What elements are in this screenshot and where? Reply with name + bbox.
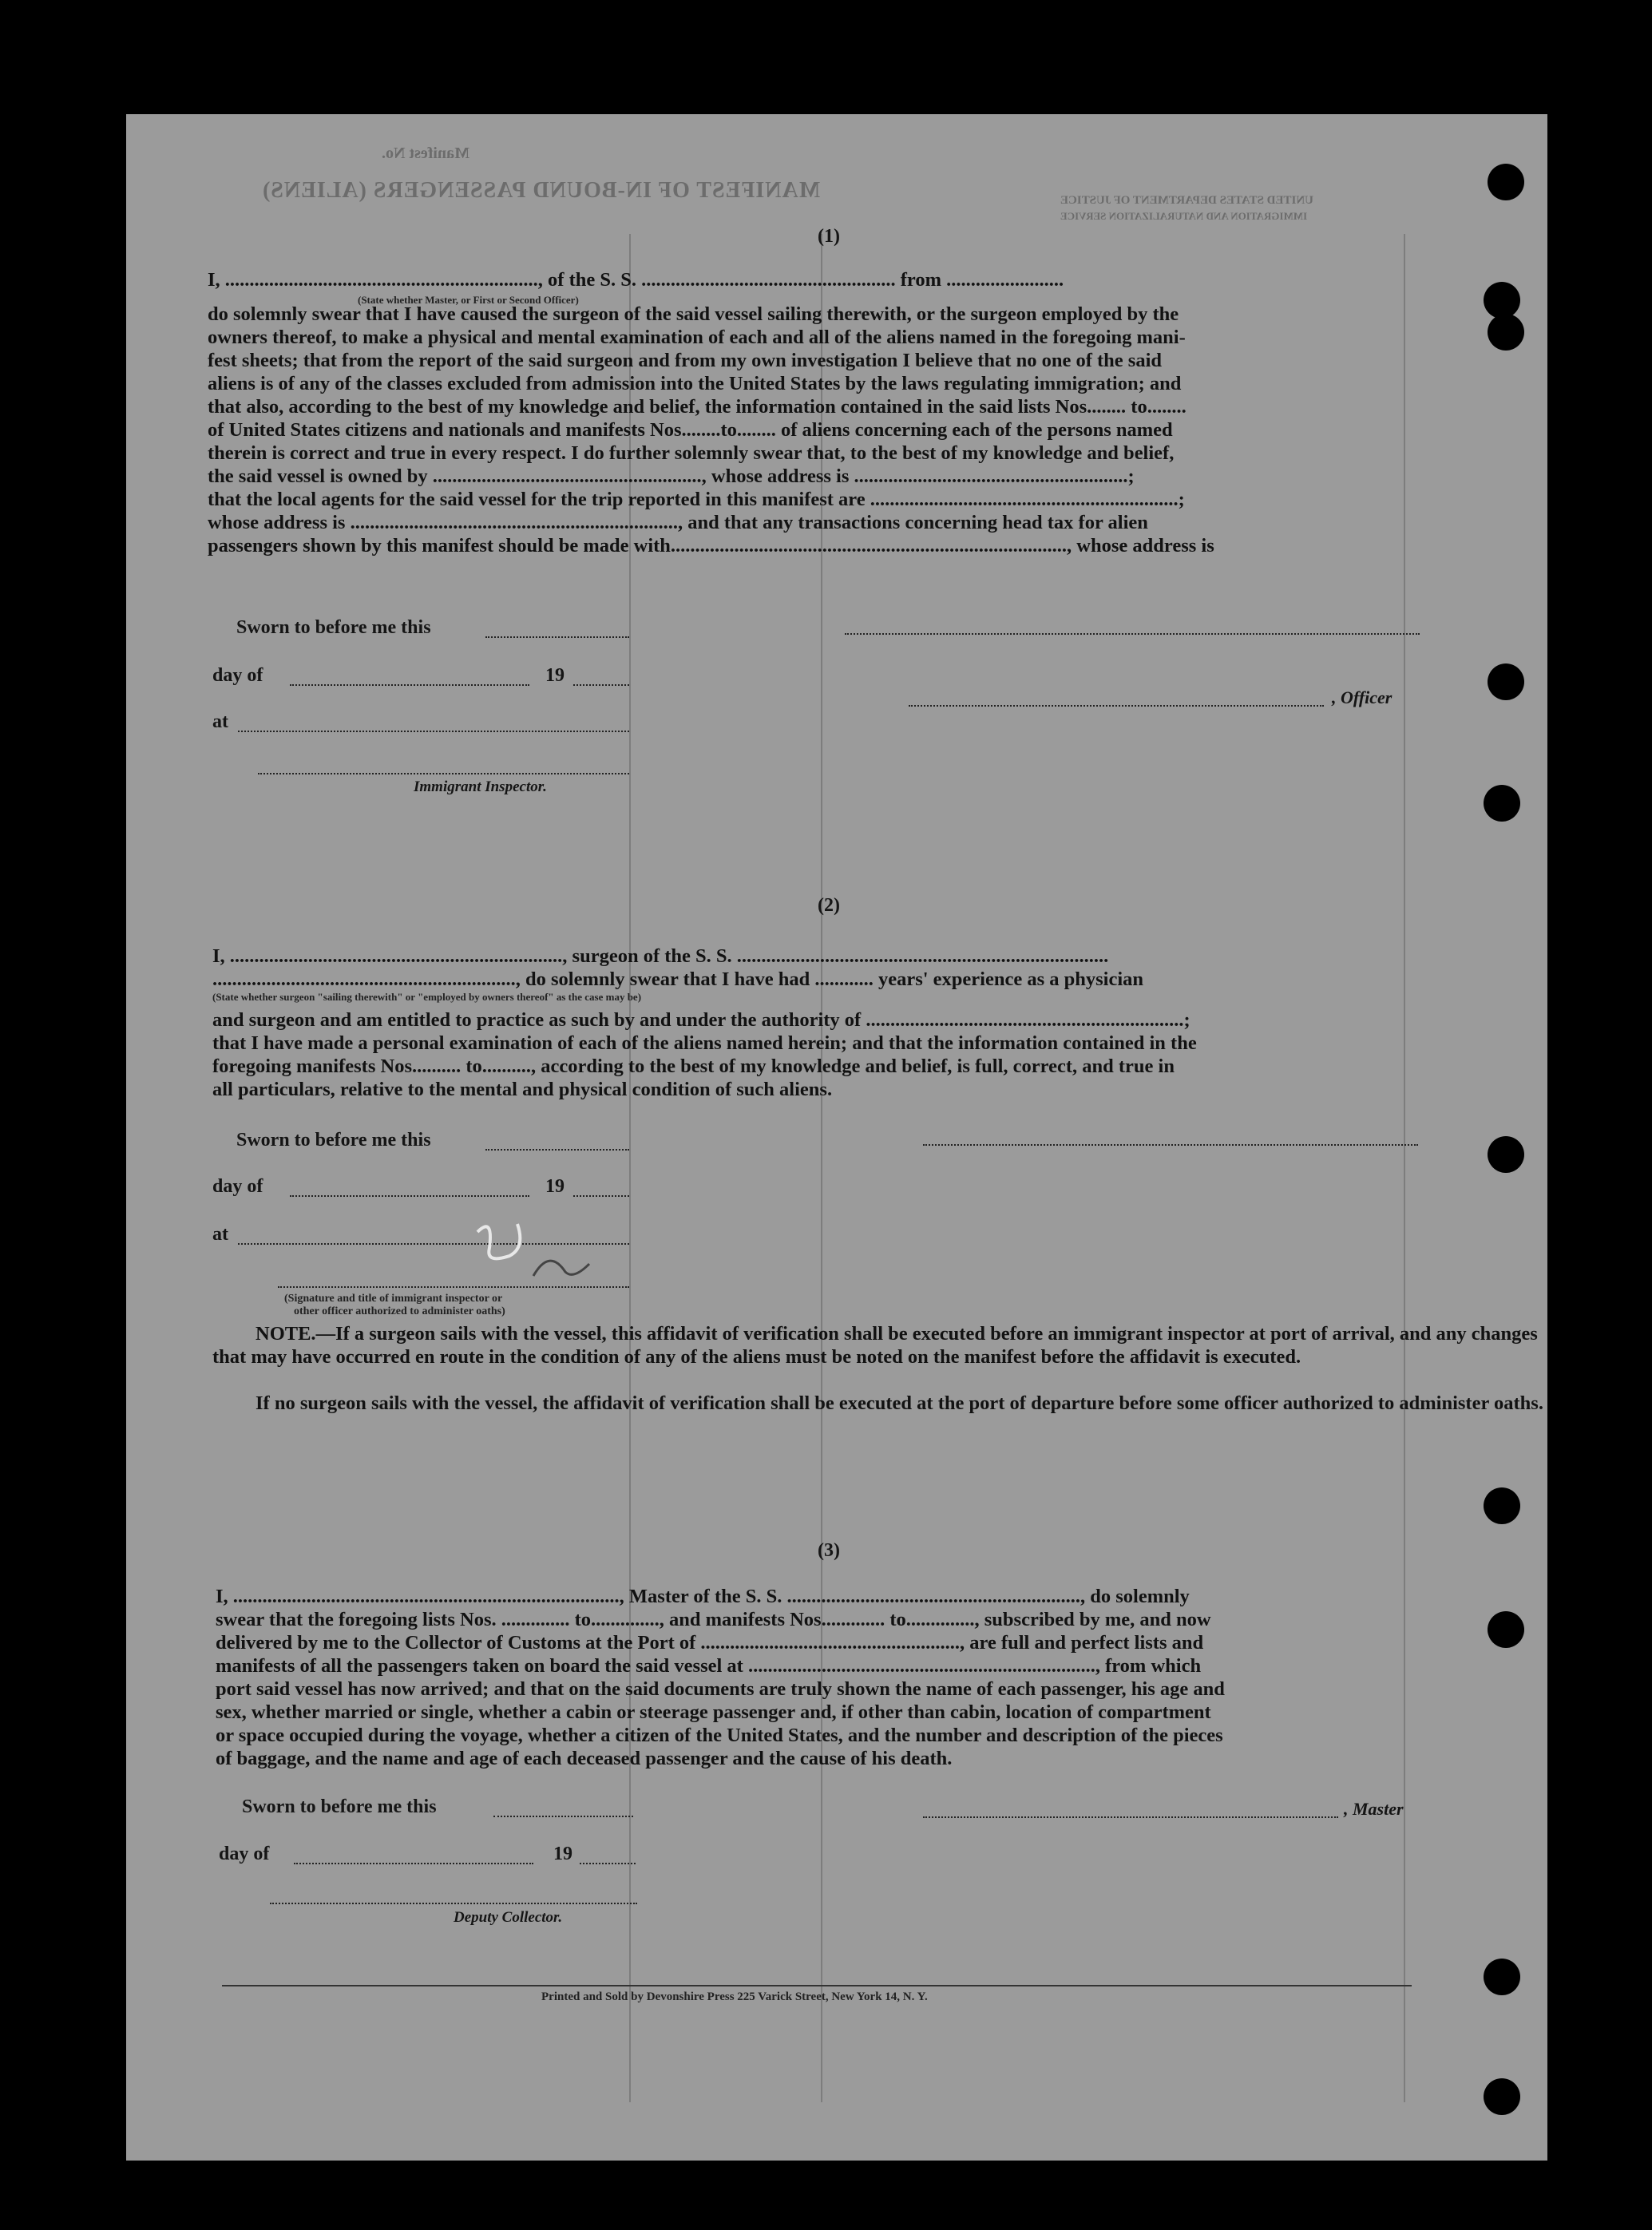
sworn-label-3: Sworn to before me this <box>242 1796 437 1817</box>
note-paragraph <box>212 1322 1547 1368</box>
para-line: whose address is ..................................................................., and that any transactions concerning head tax for alien <box>208 512 1148 533</box>
day-of-label-3: day of <box>219 1844 270 1864</box>
day-of-label-1: day of <box>212 665 263 686</box>
surgeon-signature-line <box>923 1144 1418 1146</box>
para-line: that the local agents for the said vessel for the trip reported in this manifest are ...............................................................; <box>208 489 1185 510</box>
deputy-collector-label: Deputy Collector. <box>454 1909 563 1926</box>
para-line: therein is correct and true in every respect. I do further solemnly swear that, to the best of my knowledge and belief, <box>208 442 1175 464</box>
day-of-label-2: day of <box>212 1176 263 1197</box>
para-line: foregoing manifests Nos.......... to.........., according to the best of my knowledge and belief, is full, correct, and true in <box>212 1056 1175 1077</box>
sworn-line-2 <box>485 1149 629 1151</box>
note-paragraph-2 <box>212 1392 1547 1415</box>
handwritten-initials <box>462 1200 605 1288</box>
section-1-paragraph <box>208 268 1214 557</box>
section-2-paragraph <box>212 945 1197 1101</box>
para-line: passengers shown by this manifest should be made with................................................................................., whose address is <box>208 535 1214 557</box>
collector-signature-line <box>270 1903 637 1904</box>
sworn-line-3 <box>493 1816 633 1817</box>
bleed-column-line <box>1404 234 1405 2102</box>
note-text-2: If no surgeon sails with the vessel, the affidavit of verification shall be executed at the port of departure before some officer authorized to administer oaths. <box>256 1392 1543 1414</box>
punch-hole <box>1484 1959 1520 1995</box>
year-label-2: 19 <box>545 1176 565 1197</box>
year-label-1: 19 <box>545 665 565 686</box>
section-1-number: (1) <box>818 226 840 247</box>
para-line: do solemnly swear that I have caused the surgeon of the said vessel sailing therewith, or the surgeon employed by the <box>208 303 1179 325</box>
para-line: of United States citizens and nationals and manifests Nos........to........ of aliens concerning each of the persons named <box>208 419 1173 441</box>
para-line: .............................................................., do solemnly swear that I have had ............ years' experience as a physician <box>212 968 1144 990</box>
para-line: that also, according to the best of my knowledge and belief, the information contained in the said lists Nos........ to........ <box>208 396 1187 418</box>
punch-hole <box>1484 282 1520 319</box>
signature-title-note-2: other officer authorized to administer oaths) <box>294 1305 505 1317</box>
para-line: and surgeon and am entitled to practice as such by and under the authority of .................................................................; <box>212 1009 1190 1031</box>
bleed-department: UNITED STATES DEPARTMENT OF JUSTICE <box>1060 194 1314 207</box>
note-label: NOTE. <box>256 1323 316 1345</box>
bleed-service: IMMIGRATION AND NATURALIZATION SERVICE <box>1060 210 1308 222</box>
para-line: delivered by me to the Collector of Customs at the Port of ....................................................., are full and perfect lists and <box>216 1632 1204 1654</box>
section-3-number: (3) <box>818 1540 840 1561</box>
officer-signature-line-a <box>845 633 1420 635</box>
punch-hole <box>1484 1487 1520 1524</box>
para-line: I, ...................................................................., surgeon of the S. S. ............................................................................ <box>212 945 1109 967</box>
punch-hole <box>1488 1136 1524 1173</box>
para-line: aliens is of any of the classes excluded from admission into the United States by the laws regulating immigration; and <box>208 373 1182 394</box>
sworn-line-1 <box>485 636 629 638</box>
note-text-1: —If a surgeon sails with the vessel, this affidavit of verification shall be executed before an immigrant inspector at port of arrival, and any changes that may have occurred en route in the condition of any of the aliens must be noted on the manifest before the affidavit is executed. <box>212 1323 1538 1368</box>
section-3-paragraph <box>216 1585 1225 1770</box>
section-2-number: (2) <box>818 895 840 916</box>
officer-signature-line-b <box>909 705 1324 707</box>
para-line: or space occupied during the voyage, whether a citizen of the United States, and the number and description of the pieces <box>216 1725 1223 1746</box>
master-label: , Master <box>1344 1799 1404 1819</box>
sworn-label-1: Sworn to before me this <box>236 617 431 638</box>
day-line-1 <box>290 684 529 686</box>
para-line: of baggage, and the name and age of each deceased passenger and the cause of his death. <box>216 1748 953 1769</box>
bleed-manifest-no: Manifest No. <box>382 145 469 162</box>
para-line: fest sheets; that from the report of the said surgeon and from my own investigation I believe that no one of the said <box>208 350 1162 371</box>
para-line: that I have made a personal examination of each of the aliens named herein; and that the information contained in the <box>212 1032 1197 1054</box>
punch-hole <box>1488 663 1524 700</box>
at-label-1: at <box>212 711 228 732</box>
punch-hole <box>1484 2078 1520 2115</box>
year-label-3: 19 <box>553 1844 572 1864</box>
punch-hole <box>1488 1611 1524 1648</box>
day-line-3 <box>294 1863 533 1864</box>
master-signature-line <box>923 1816 1338 1818</box>
signature-title-note-1: (Signature and title of immigrant inspector or <box>284 1293 503 1305</box>
punch-hole <box>1488 314 1524 351</box>
para-line: swear that the foregoing lists Nos. .............. to.............., and manifests Nos............. to.............., subscribed by me, and now <box>216 1609 1211 1630</box>
footer-rule <box>222 1985 1412 1986</box>
inspector-signature-line <box>258 773 629 774</box>
manifest-page <box>126 114 1547 2161</box>
day-line-2 <box>290 1195 529 1197</box>
year-line-2 <box>573 1195 629 1197</box>
para-line: I, ................................................................, of the S. S. .................................................... from ........................ <box>208 269 1064 291</box>
at-label-2: at <box>212 1224 228 1245</box>
punch-hole <box>1488 164 1524 200</box>
at-line-1 <box>238 731 629 732</box>
para-line: owners thereof, to make a physical and mental examination of each and all of the aliens named in the foregoing mani- <box>208 327 1186 348</box>
para-line: manifests of all the passengers taken on board the said vessel at ......................................................................., from which <box>216 1655 1202 1677</box>
immigrant-inspector-label: Immigrant Inspector. <box>414 778 547 795</box>
para-line: port said vessel has now arrived; and that on the said documents are truly shown the name of each passenger, his age and <box>216 1678 1225 1700</box>
bleed-title: MANIFEST OF IN-BOUND PASSENGERS (ALIENS) <box>262 178 821 203</box>
officer-label: , Officer <box>1332 687 1393 707</box>
para-line: I, ..............................................................................., Master of the S. S. ............................................................, do solemnly <box>216 1586 1190 1607</box>
year-line-3 <box>580 1863 636 1864</box>
para-line: the said vessel is owned by ......................................................., whose address is ........................................................; <box>208 465 1135 487</box>
sworn-label-2: Sworn to before me this <box>236 1130 431 1151</box>
punch-hole <box>1484 785 1520 822</box>
surgeon-status-note: (State whether surgeon "sailing therewith" or "employed by owners thereof" as the case may be) <box>212 991 642 1003</box>
para-line: sex, whether married or single, whether a cabin or steerage passenger and, if other than cabin, location of compartment <box>216 1701 1211 1723</box>
officer-rank-note: (State whether Master, or First or Second Officer) <box>358 294 579 306</box>
printer-footer: Printed and Sold by Devonshire Press 225 Varick Street, New York 14, N. Y. <box>541 1990 928 2003</box>
year-line-1 <box>573 684 629 686</box>
para-line: all particulars, relative to the mental and physical condition of such aliens. <box>212 1079 833 1100</box>
